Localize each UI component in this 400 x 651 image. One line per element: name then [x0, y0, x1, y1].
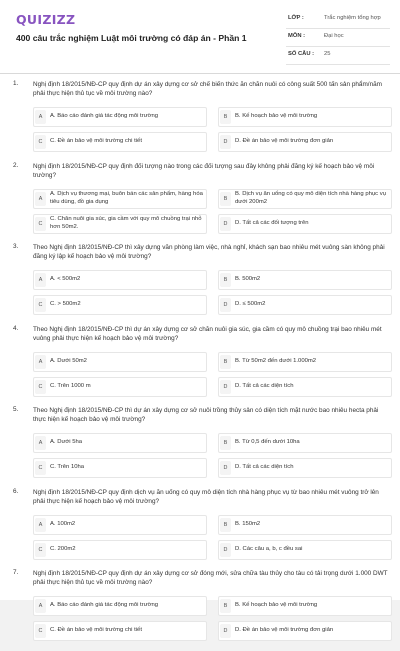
- option-row: [33, 621, 390, 642]
- option-letter-badge: A: [35, 355, 46, 369]
- question-item: [0, 488, 400, 570]
- meta-value: Trắc nghiệm tổng hợp: [324, 15, 381, 21]
- option-letter-badge: C: [35, 380, 46, 394]
- question-item: [0, 243, 400, 325]
- question-number: 6.: [13, 487, 19, 495]
- option-text: D. Tất cả các đối tượng trên: [235, 219, 309, 226]
- question-number: 7.: [13, 569, 19, 576]
- quizizz-logo: QUIZIZZ: [16, 12, 76, 27]
- question-text: Theo Nghị định 18/2015/NĐ-CP thì dự án xây dựng cơ sở nuôi trồng thủy sản có diện tích mặt nước bao nhiêu hecta phải thực hiện kế hoạch bảo vệ môi trường?: [33, 407, 379, 424]
- answer-option[interactable]: [33, 540, 207, 560]
- answer-option[interactable]: [33, 596, 207, 616]
- option-text: B. Kế hoạch bảo vệ môi trường: [235, 113, 318, 120]
- option-letter-badge: C: [35, 135, 46, 149]
- answer-option[interactable]: [218, 596, 392, 616]
- answer-option[interactable]: [33, 621, 207, 641]
- option-text: B. 500m2: [235, 276, 261, 283]
- option-text: C. > 500m2: [50, 301, 81, 308]
- question-number: 2.: [13, 161, 19, 169]
- option-text: A. Dịch vụ thương mại, buôn bán các sản phẩm, hàng hóa tiêu dùng, đồ gia dụng: [50, 191, 203, 205]
- option-text: C. Đề án bảo vệ môi trường chi tiết: [50, 138, 142, 145]
- answer-option[interactable]: [33, 433, 207, 453]
- answer-option[interactable]: [33, 352, 207, 372]
- question-item: [0, 569, 400, 651]
- answer-option[interactable]: [33, 132, 207, 152]
- option-letter-badge: B: [220, 355, 231, 369]
- question-text: Nghị định 18/2015/NĐ-CP quy định dự án xây dựng cơ sở chế biến thức ăn chăn nuôi có công suất 500 tấn sản phẩm/năm phải thực hiện thủ tục về môi trường nào?: [33, 81, 383, 98]
- option-letter-badge: B: [220, 599, 231, 613]
- option-letter-badge: D: [220, 380, 231, 394]
- question-options: [33, 515, 390, 565]
- option-letter-badge: D: [220, 624, 231, 638]
- option-text: D. ≤ 500m2: [235, 301, 266, 308]
- answer-option[interactable]: [33, 214, 207, 234]
- option-row: [33, 214, 390, 235]
- worksheet-meta: [286, 11, 390, 65]
- option-text: D. Các câu a, b, c đều sai: [235, 545, 303, 552]
- answer-option[interactable]: [33, 458, 207, 478]
- question-item: [0, 325, 400, 407]
- option-row: [33, 107, 390, 128]
- option-row: [33, 515, 390, 536]
- meta-row: [286, 11, 390, 29]
- answer-option[interactable]: [218, 295, 392, 315]
- option-text: D. Đề án bảo vệ môi trường đơn giản: [235, 138, 334, 145]
- question-item: [0, 162, 400, 244]
- option-text: B. 150m2: [235, 520, 261, 527]
- page-title: 400 câu trắc nghiệm Luật môi trường có đáp án - Phần 1: [16, 33, 247, 43]
- option-text: D. Tất cả các diện tích: [235, 464, 294, 471]
- answer-option[interactable]: [218, 132, 392, 152]
- option-row: [33, 458, 390, 479]
- answer-option[interactable]: [33, 515, 207, 535]
- option-row: [33, 540, 390, 561]
- option-letter-badge: C: [35, 624, 46, 638]
- answer-option[interactable]: [218, 377, 392, 397]
- option-text: C. Trên 10ha: [50, 464, 85, 471]
- option-text: D. Tất cả các diện tích: [235, 382, 294, 389]
- answer-option[interactable]: [218, 214, 392, 234]
- option-row: [33, 132, 390, 153]
- answer-option[interactable]: [218, 621, 392, 641]
- option-letter-badge: D: [220, 217, 231, 231]
- question-text: Theo Nghị định 18/2015/NĐ-CP thì xây dựng văn phòng làm việc, nhà nghỉ, khách sạn bao nhiêu mét vuông sàn không phải đăng ký lập kế hoạch bảo vệ môi trường?: [33, 244, 385, 261]
- option-letter-badge: A: [35, 599, 46, 613]
- answer-option[interactable]: [33, 270, 207, 290]
- question-options: [33, 270, 390, 320]
- option-row: [33, 596, 390, 617]
- option-row: [33, 352, 390, 373]
- question-number: 3.: [13, 243, 19, 250]
- question-item: [0, 80, 400, 162]
- option-letter-badge: B: [220, 192, 231, 206]
- answer-option[interactable]: [218, 540, 392, 560]
- option-letter-badge: D: [220, 543, 231, 557]
- option-letter-badge: C: [35, 298, 46, 312]
- option-letter-badge: C: [35, 461, 46, 475]
- question-options: [33, 352, 390, 402]
- question-options: [33, 189, 390, 239]
- option-text: A. 100m2: [50, 520, 76, 527]
- question-options: [33, 596, 390, 646]
- option-letter-badge: B: [220, 436, 231, 450]
- option-row: [33, 189, 390, 210]
- option-text: A. < 500m2: [50, 276, 81, 283]
- answer-option[interactable]: [218, 352, 392, 372]
- option-text: A. Báo cáo đánh giá tác động môi trường: [50, 602, 159, 609]
- option-letter-badge: B: [220, 110, 231, 124]
- meta-label: SỐ CÂU :: [288, 51, 315, 57]
- meta-value: Đại học: [324, 33, 344, 39]
- question-options: [33, 107, 390, 157]
- option-row: [33, 433, 390, 454]
- question-text: Nghị định 18/2015/NĐ-CP quy định đối tượng nào trong các đối tượng sau đây không phải đăng ký kế hoạch bảo vệ môi trường?: [33, 162, 375, 179]
- option-row: [33, 295, 390, 316]
- question-number: 4.: [13, 324, 19, 332]
- option-text: B. Từ 50m2 đến dưới 1.000m2: [235, 357, 317, 364]
- option-text: A. Dưới 5ha: [50, 439, 83, 446]
- answer-option[interactable]: [33, 107, 207, 127]
- option-letter-badge: A: [35, 518, 46, 532]
- meta-value: 25: [324, 51, 331, 57]
- option-letter-badge: A: [35, 192, 46, 206]
- option-letter-badge: A: [35, 273, 46, 287]
- option-text: A. Dưới 50m2: [50, 357, 87, 364]
- answer-option[interactable]: [218, 515, 392, 535]
- option-letter-badge: C: [35, 543, 46, 557]
- answer-option[interactable]: [218, 107, 392, 127]
- option-letter-badge: B: [220, 273, 231, 287]
- meta-row: [286, 29, 390, 47]
- answer-option[interactable]: [33, 189, 207, 209]
- option-row: [33, 377, 390, 398]
- meta-label: LỚP :: [288, 15, 304, 21]
- question-number: 5.: [13, 406, 19, 413]
- answer-option[interactable]: [218, 270, 392, 290]
- answer-option[interactable]: [33, 377, 207, 397]
- question-text: Nghị định 18/2015/NĐ-CP quy định dịch vụ ăn uống có quy mô diện tích nhà hàng phục vụ từ bao nhiêu mét vuông trở lên phải thực hiện kế hoạch bảo vệ môi trường?: [33, 488, 379, 505]
- question-item: [0, 406, 400, 488]
- option-text: C. Chăn nuôi gia súc, gia cầm với quy mô chuồng trại nhỏ hơn 50m2.: [50, 216, 202, 230]
- option-letter-badge: A: [35, 436, 46, 450]
- worksheet-header: [0, 0, 400, 74]
- option-text: B. Kế hoạch bảo vệ môi trường: [235, 602, 318, 609]
- option-letter-badge: C: [35, 217, 46, 231]
- answer-option[interactable]: [218, 433, 392, 453]
- option-text: B. Dịch vụ ăn uống có quy mô diện tích nhà hàng phục vụ dưới 200m2: [235, 191, 386, 205]
- option-row: [33, 270, 390, 291]
- option-text: D. Đề án bảo vệ môi trường đơn giản: [235, 627, 334, 634]
- meta-label: MÔN :: [288, 33, 306, 39]
- answer-option[interactable]: [218, 458, 392, 478]
- answer-option[interactable]: [33, 295, 207, 315]
- option-text: A. Báo cáo đánh giá tác động môi trường: [50, 113, 159, 120]
- question-number: 1.: [13, 80, 19, 87]
- option-letter-badge: D: [220, 461, 231, 475]
- option-text: B. Từ 0,5 đến dưới 10ha: [235, 439, 300, 446]
- option-text: C. Đề án bảo vệ môi trường chi tiết: [50, 627, 142, 634]
- option-text: C. 200m2: [50, 545, 76, 552]
- option-letter-badge: A: [35, 110, 46, 124]
- question-list: [0, 80, 400, 651]
- option-letter-badge: B: [220, 518, 231, 532]
- option-letter-badge: D: [220, 135, 231, 149]
- question-options: [33, 433, 390, 483]
- option-letter-badge: D: [220, 298, 231, 312]
- option-text: C. Trên 1000 m: [50, 382, 91, 389]
- meta-row: [286, 47, 390, 65]
- answer-option[interactable]: [218, 189, 392, 209]
- question-text: Nghị định 18/2015/NĐ-CP quy định dự án xây dựng cơ sở đóng mới, sửa chữa tàu thủy cho tàu có tải trọng dưới 1.000 DWT phải thực hiện thủ tục về môi trường nào?: [33, 570, 388, 587]
- question-text: Theo Nghị định 18/2015/NĐ-CP thì dự án xây dựng cơ sở chăn nuôi gia súc, gia cầm có quy mô chuồng trại bao nhiêu mét vuông phải thực hiện kế hoạch bảo vệ môi trường?: [33, 325, 382, 342]
